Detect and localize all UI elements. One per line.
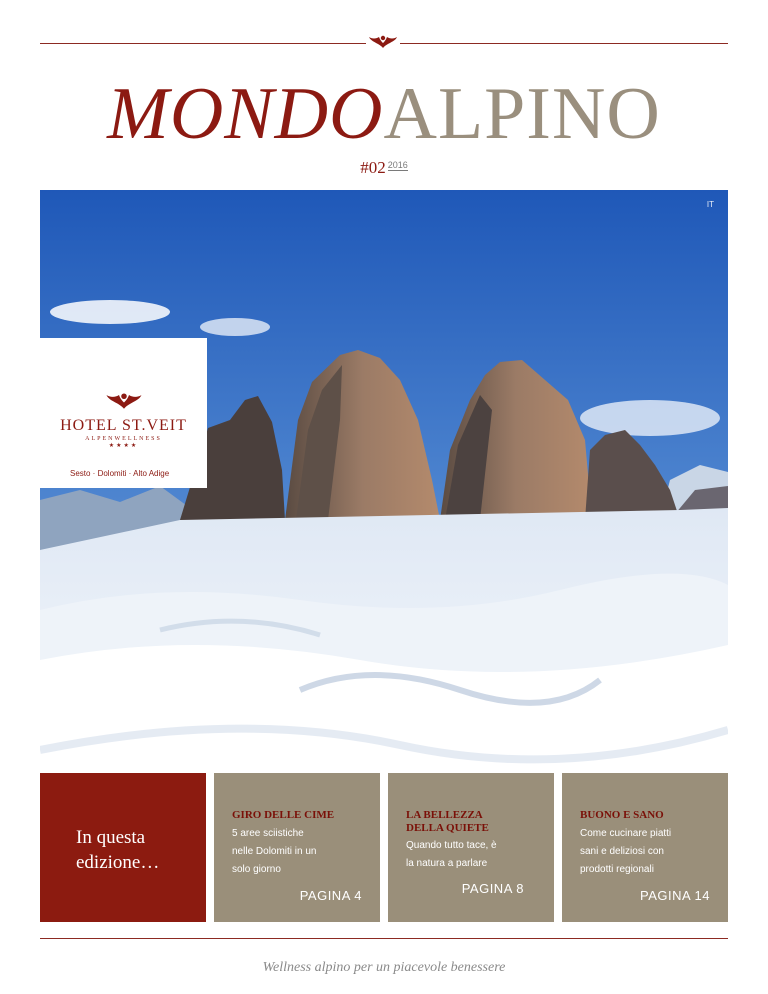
issue-label: #02 [360,158,386,177]
intro-line-1: In questa [76,827,146,848]
bottom-rule [40,938,728,939]
hotel-logo [40,390,207,449]
intro-panel [40,773,206,922]
issue-year: 2016 [387,160,408,170]
issue-number [0,158,768,178]
article-desc-line: prodotti regionali [580,864,654,875]
hotel-location: Sesto · Dolomiti · Alto Adige [70,469,170,478]
article-desc-line: Quando tutto tace, è [406,840,497,851]
article-description [580,825,720,879]
article-page-link[interactable]: PAGINA 8 [461,881,524,896]
language-label: IT [706,200,714,209]
article-panel-buono-e-sano[interactable] [562,773,728,922]
hotel-logo-card [40,338,207,488]
article-desc-line: nelle Dolomiti in un [232,846,317,857]
article-description [232,825,372,879]
article-page-link[interactable]: PAGINA 4 [299,888,362,903]
hotel-name: HOTEL ST.VEIT [60,417,187,434]
masthead-mondo: MONDO [107,73,384,155]
hotel-heart-icon [102,390,146,410]
intro-text [76,825,159,875]
hotel-stars: ★★★★ [108,443,139,449]
article-description [406,837,546,873]
intro-line-2: edizione… [76,852,160,873]
article-panel-giro-delle-cime[interactable] [214,773,380,922]
hotel-subtitle: ALPENWELLNESS [85,436,162,442]
masthead-title [0,74,768,154]
tagline: Wellness alpino per un piacevole benessere [262,960,506,975]
masthead-alpino: ALPINO [383,73,661,155]
article-page-link[interactable]: PAGINA 14 [639,888,710,903]
heart-ornament-icon [366,33,400,51]
article-title: BUONO E SANO [580,809,664,821]
article-desc-line: la natura a parlare [406,858,488,869]
article-title: GIRO DELLE CIME [232,809,335,821]
article-title: LA BELLEZZA DELLA QUIETE [406,809,489,834]
article-panel-la-bellezza-della-quiete[interactable] [388,773,554,922]
article-desc-line: Come cucinare piatti [580,828,672,839]
article-desc-line: sani e deliziosi con [580,846,664,857]
article-desc-line: solo giorno [232,864,281,875]
article-desc-line: 5 aree sciistiche [232,828,304,839]
